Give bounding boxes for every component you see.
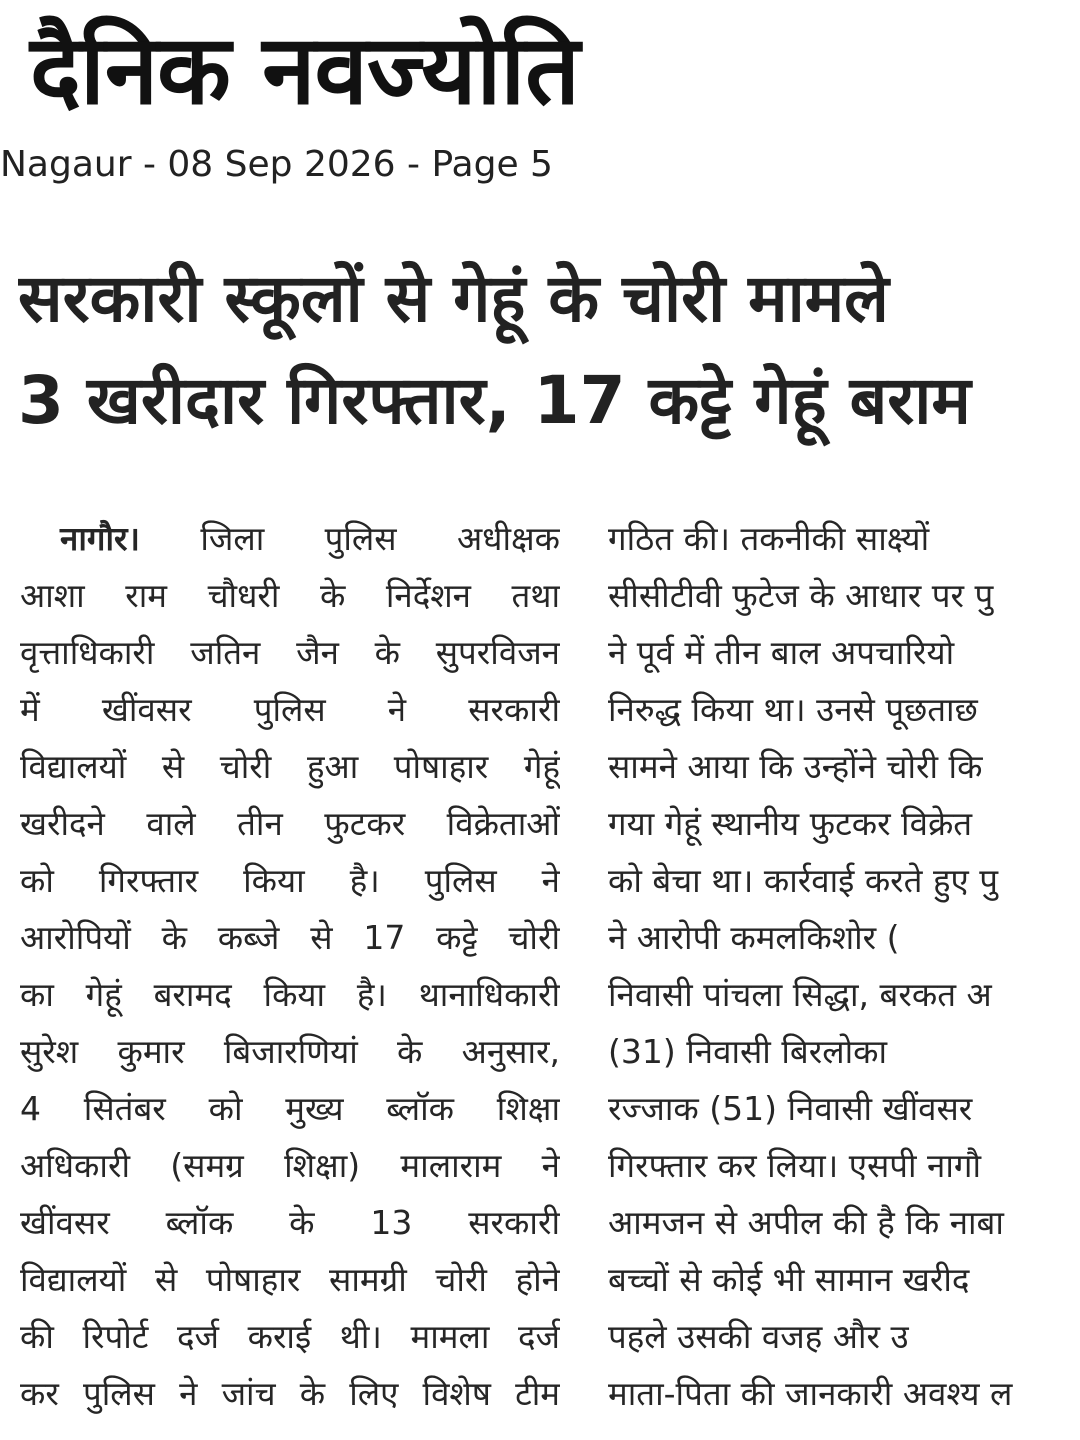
column-line: 4 सितंबर को मुख्य ब्लॉक शिक्षा [20,1089,560,1128]
article-column-1 [20,510,560,1422]
column-line: बच्चों से कोई भी सामान खरीद [608,1260,970,1299]
column-line: गिरफ्तार कर लिया। एसपी नागौ [608,1146,982,1185]
column-line: की रिपोर्ट दर्ज कराई थी। मामला दर्ज [20,1317,560,1356]
edition-info: Nagaur - 08 Sep 2026 - Page 5 [0,144,553,185]
newspaper-masthead: दैनिक नवज्योति [30,14,579,126]
article-headline [18,248,1080,452]
column-line: आशा राम चौधरी के निर्देशन तथा [20,576,560,615]
column-line-text: जिला पुलिस अधीक्षक [200,519,560,558]
column-line: अधिकारी (समग्र शिक्षा) मालाराम ने [20,1146,560,1185]
dateline: नागौर। [60,519,140,558]
column-line: निरुद्ध किया था। उनसे पूछताछ [608,690,978,729]
column-line: खरीदने वाले तीन फुटकर विक्रेताओं [20,804,560,843]
column-line: में खींवसर पुलिस ने सरकारी [20,690,560,729]
column-line: माता-पिता की जानकारी अवश्य ल [608,1374,1013,1413]
column-line: (31) निवासी बिरलोका [608,1032,888,1071]
headline-line-2: 3 खरीदार गिरफ्तार, 17 कट्टे गेहूं बराम [18,362,971,439]
column-line: आरोपियों के कब्जे से 17 कट्टे चोरी [20,918,560,957]
headline-line-1: सरकारी स्कूलों से गेहूं के चोरी मामले [18,260,889,337]
column-line: ने आरोपी कमलकिशोर ( [608,918,900,957]
column-line: रज्जाक (51) निवासी खींवसर [608,1089,973,1128]
column-line: गया गेहूं स्थानीय फुटकर विक्रेत [608,804,973,843]
column-line: ने पूर्व में तीन बाल अपचारियो [608,633,955,672]
column-line: सामने आया कि उन्होंने चोरी कि [608,747,983,786]
column-line: को बेचा था। कार्रवाई करते हुए पु [608,861,998,900]
column-line: सुरेश कुमार बिजारणियां के अनुसार, [20,1032,560,1071]
column-line: सीसीटीवी फुटेज के आधार पर पु [608,576,994,615]
article-column-2 [608,510,1080,1422]
column-line: विद्यालयों से चोरी हुआ पोषाहार गेहूं [20,747,560,786]
column-line: वृत्ताधिकारी जतिन जैन के सुपरविजन [20,633,560,672]
column-line: आमजन से अपील की है कि नाबा [608,1203,1004,1242]
column-line: गठित की। तकनीकी साक्ष्यों [608,519,930,558]
column-line: को गिरफ्तार किया है। पुलिस ने [20,861,560,900]
column-line: खींवसर ब्लॉक के 13 सरकारी [20,1203,560,1242]
column-line: कर पुलिस ने जांच के लिए विशेष टीम [20,1374,560,1413]
column-line [20,510,560,567]
column-line: विद्यालयों से पोषाहार सामग्री चोरी होने [20,1260,560,1299]
column-line: का गेहूं बरामद किया है। थानाधिकारी [20,975,560,1014]
column-line: निवासी पांचला सिद्धा, बरकत अ [608,975,992,1014]
column-line: पहले उसकी वजह और उ [608,1317,909,1356]
